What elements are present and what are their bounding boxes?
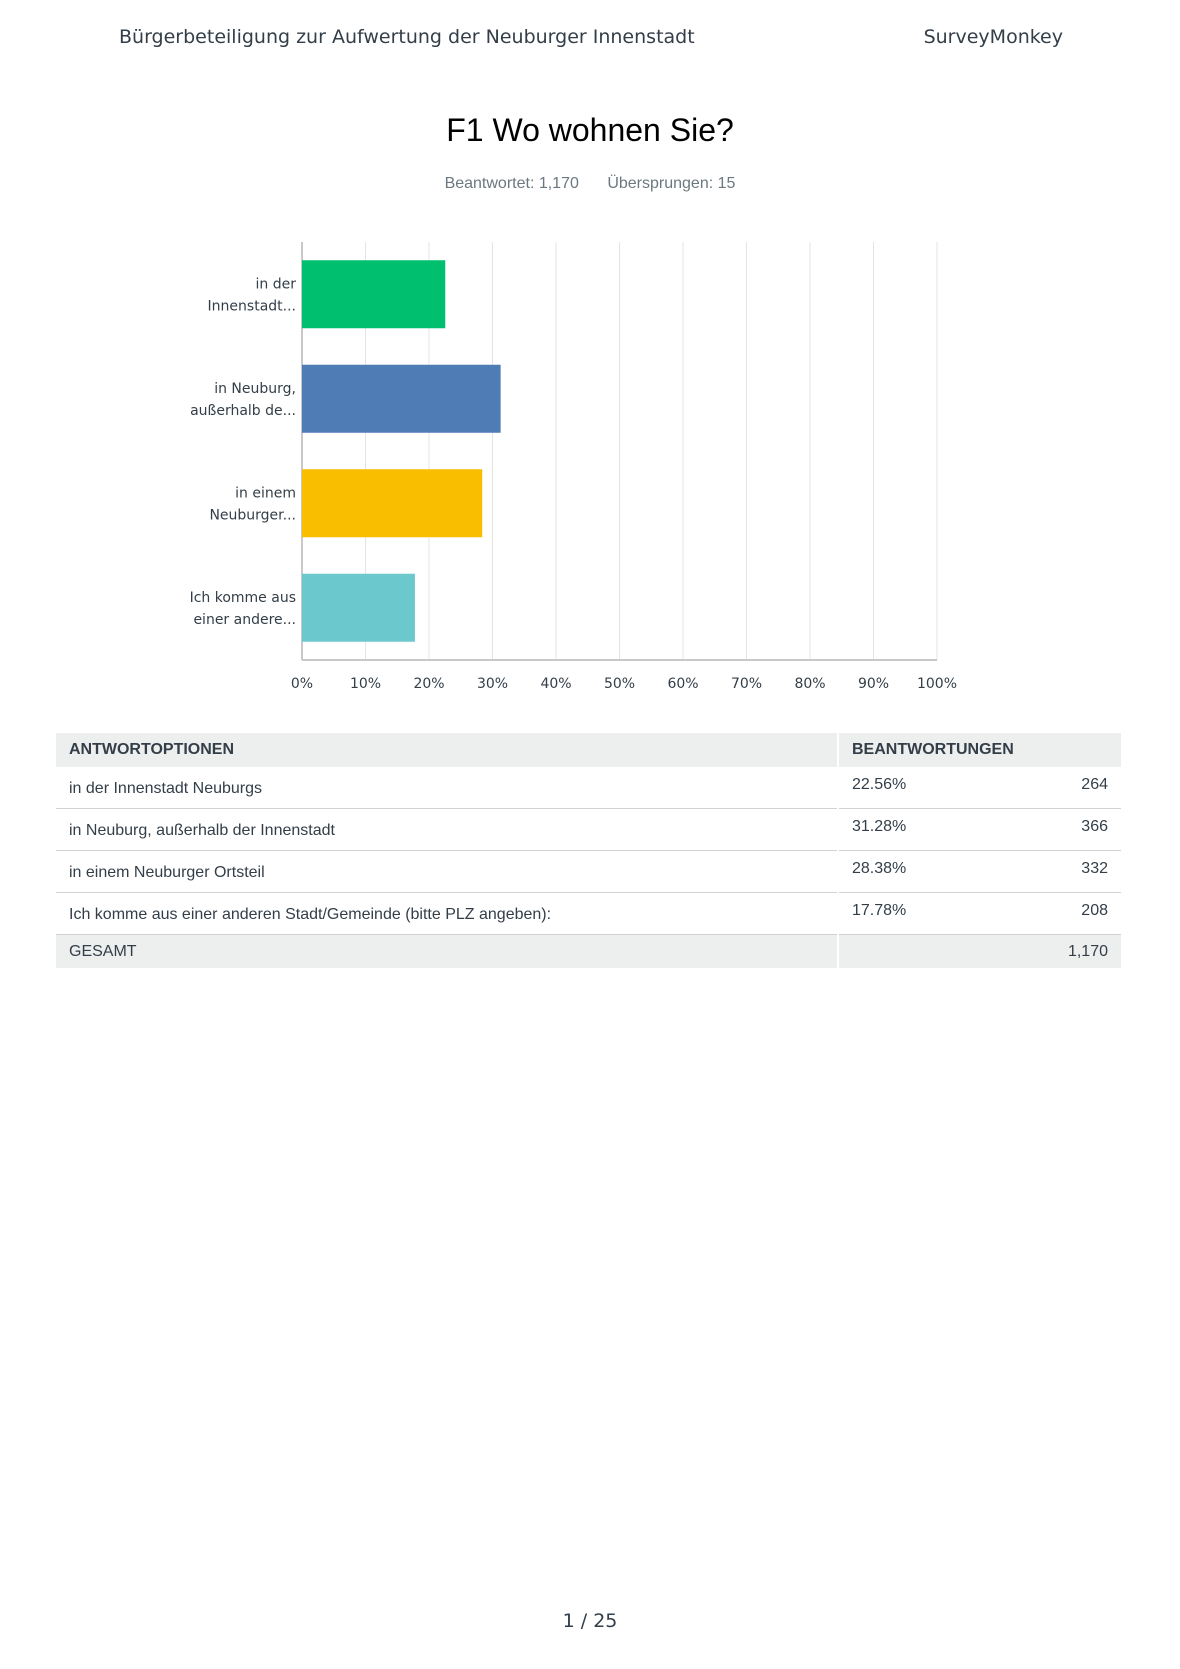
option-percent: 17.78% bbox=[838, 893, 985, 935]
x-tick-label: 90% bbox=[857, 676, 890, 692]
option-percent: 31.28% bbox=[838, 809, 985, 851]
answered-count: Beantwortet: 1,170 bbox=[444, 175, 579, 192]
x-tick-label: 20% bbox=[413, 676, 445, 692]
table-header-row bbox=[56, 733, 1121, 767]
option-count: 332 bbox=[985, 851, 1121, 893]
table-row bbox=[56, 809, 1121, 851]
total-row bbox=[56, 935, 1121, 969]
bar bbox=[302, 260, 445, 328]
category-label: Innenstadt... bbox=[207, 298, 296, 315]
x-tick-label: 70% bbox=[730, 676, 763, 692]
total-count: 1,170 bbox=[838, 935, 1121, 969]
option-percent: 28.38% bbox=[838, 851, 985, 893]
response-table bbox=[56, 733, 1121, 968]
header-responses: BEANTWORTUNGEN bbox=[838, 733, 1121, 767]
x-tick-label: 80% bbox=[794, 676, 826, 692]
x-tick-label: 30% bbox=[476, 676, 509, 692]
table-row bbox=[56, 893, 1121, 935]
bar bbox=[302, 574, 415, 642]
header-options: ANTWORTOPTIONEN bbox=[56, 733, 838, 767]
brand-name: SurveyMonkey bbox=[923, 26, 1063, 48]
option-percent: 22.56% bbox=[838, 767, 985, 809]
option-count: 366 bbox=[985, 809, 1121, 851]
category-label: einer andere... bbox=[193, 611, 296, 628]
skipped-count: Übersprungen: 15 bbox=[607, 175, 736, 192]
category-label: in Neuburg, bbox=[214, 380, 296, 397]
survey-title: Bürgerbeteiligung zur Aufwertung der Neuburger Innenstadt bbox=[119, 26, 695, 48]
option-label: in Neuburg, außerhalb der Innenstadt bbox=[56, 809, 838, 851]
question-title: F1 Wo wohnen Sie? bbox=[446, 112, 734, 148]
option-label: in der Innenstadt Neuburgs bbox=[56, 767, 838, 809]
category-label: Ich komme aus bbox=[189, 589, 296, 606]
table-row bbox=[56, 767, 1121, 809]
x-tick-label: 0% bbox=[290, 676, 314, 692]
x-tick-label: 100% bbox=[916, 676, 958, 692]
bar bbox=[302, 469, 482, 537]
table-row bbox=[56, 851, 1121, 893]
x-tick-label: 50% bbox=[603, 676, 636, 692]
option-label: in einem Neuburger Ortsteil bbox=[56, 851, 838, 893]
bar bbox=[302, 365, 501, 433]
category-label: außerhalb de... bbox=[190, 402, 296, 419]
option-count: 208 bbox=[985, 893, 1121, 935]
page-number: 1 / 25 bbox=[562, 1610, 618, 1632]
bar-chart bbox=[0, 0, 1180, 700]
total-label: GESAMT bbox=[56, 935, 838, 969]
x-tick-label: 10% bbox=[349, 676, 382, 692]
category-label: Neuburger... bbox=[209, 507, 296, 524]
category-label: in einem bbox=[235, 485, 296, 502]
category-label: in der bbox=[255, 276, 296, 293]
x-tick-label: 40% bbox=[540, 676, 572, 692]
option-count: 264 bbox=[985, 767, 1121, 809]
x-tick-label: 60% bbox=[667, 676, 699, 692]
option-label: Ich komme aus einer anderen Stadt/Gemeinde (bitte PLZ angeben): bbox=[56, 893, 838, 935]
